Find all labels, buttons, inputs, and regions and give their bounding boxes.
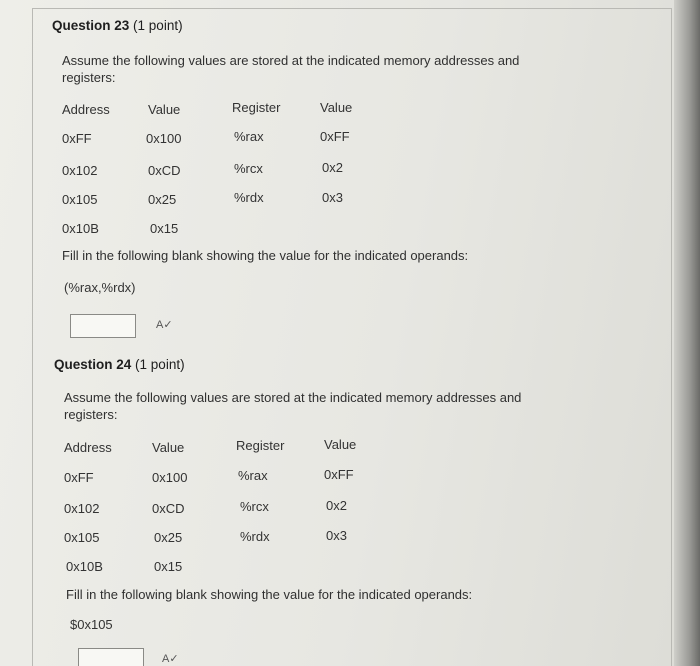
q23-header-address: Address bbox=[62, 102, 110, 117]
q23-row2-reg-value: 0x2 bbox=[322, 160, 343, 175]
q23-row2-register: %rcx bbox=[234, 161, 263, 176]
spellcheck-icon[interactable]: A✓ bbox=[156, 319, 173, 331]
q24-row3-value: 0x25 bbox=[154, 530, 183, 545]
q23-row4-address: 0x10B bbox=[62, 221, 99, 236]
question-24-instruction: Fill in the following blank showing the value for the indicated operands: bbox=[66, 587, 473, 602]
q24-row1-reg-value: 0xFF bbox=[324, 467, 354, 482]
q23-row3-reg-value: 0x3 bbox=[322, 190, 343, 205]
q23-row2-address: 0x102 bbox=[62, 163, 98, 178]
q24-row2-reg-value: 0x2 bbox=[326, 498, 347, 513]
q24-row1-value: 0x100 bbox=[152, 470, 188, 485]
q23-row1-value: 0x100 bbox=[146, 131, 182, 146]
q23-header-reg-value: Value bbox=[320, 100, 353, 115]
question-23-operand: (%rax,%rdx) bbox=[64, 280, 136, 295]
question-24-header bbox=[54, 357, 185, 372]
q23-row4-value: 0x15 bbox=[150, 221, 179, 236]
q23-row2-value: 0xCD bbox=[148, 163, 181, 178]
q23-header-value: Value bbox=[148, 102, 181, 117]
question-24-prompt: Assume the following values are stored at the indicated memory addresses and registers: bbox=[64, 390, 522, 422]
q24-row4-address: 0x10B bbox=[66, 559, 103, 574]
q24-header-value: Value bbox=[152, 440, 185, 455]
q24-row2-register: %rcx bbox=[240, 499, 269, 514]
q23-row3-address: 0x105 bbox=[62, 192, 98, 207]
q23-row3-register: %rdx bbox=[234, 190, 264, 205]
q23-row3-value: 0x25 bbox=[148, 192, 177, 207]
question-23-title: Question 23 bbox=[52, 18, 130, 33]
question-24-operand: $0x105 bbox=[70, 617, 113, 632]
question-24-answer-input[interactable] bbox=[78, 648, 144, 666]
q24-header-register: Register bbox=[236, 438, 285, 453]
q24-row3-address: 0x105 bbox=[64, 530, 100, 545]
q24-header-address: Address bbox=[64, 440, 112, 455]
q24-row2-value: 0xCD bbox=[152, 501, 185, 516]
question-23-instruction: Fill in the following blank showing the value for the indicated operands: bbox=[62, 248, 469, 263]
q24-row3-register: %rdx bbox=[240, 529, 270, 544]
question-24-title: Question 24 bbox=[54, 357, 132, 372]
question-23-prompt: Assume the following values are stored at the indicated memory addresses and registers: bbox=[62, 53, 520, 85]
question-23-header bbox=[52, 18, 183, 33]
q23-header-register: Register bbox=[232, 100, 281, 115]
q24-row1-address: 0xFF bbox=[64, 470, 94, 485]
q24-row1-register: %rax bbox=[238, 468, 268, 483]
question-23-points: (1 point) bbox=[133, 18, 183, 33]
q23-row1-reg-value: 0xFF bbox=[320, 129, 350, 144]
q23-row1-address: 0xFF bbox=[62, 131, 92, 146]
q23-row1-register: %rax bbox=[234, 129, 264, 144]
q24-row3-reg-value: 0x3 bbox=[326, 528, 347, 543]
background-edge bbox=[674, 0, 700, 666]
spellcheck-icon[interactable]: A✓ bbox=[162, 653, 179, 665]
question-23-answer-input[interactable] bbox=[70, 314, 136, 338]
q24-row4-value: 0x15 bbox=[154, 559, 183, 574]
q24-header-reg-value: Value bbox=[324, 437, 357, 452]
q24-row2-address: 0x102 bbox=[64, 501, 100, 516]
question-24-points: (1 point) bbox=[135, 357, 185, 372]
